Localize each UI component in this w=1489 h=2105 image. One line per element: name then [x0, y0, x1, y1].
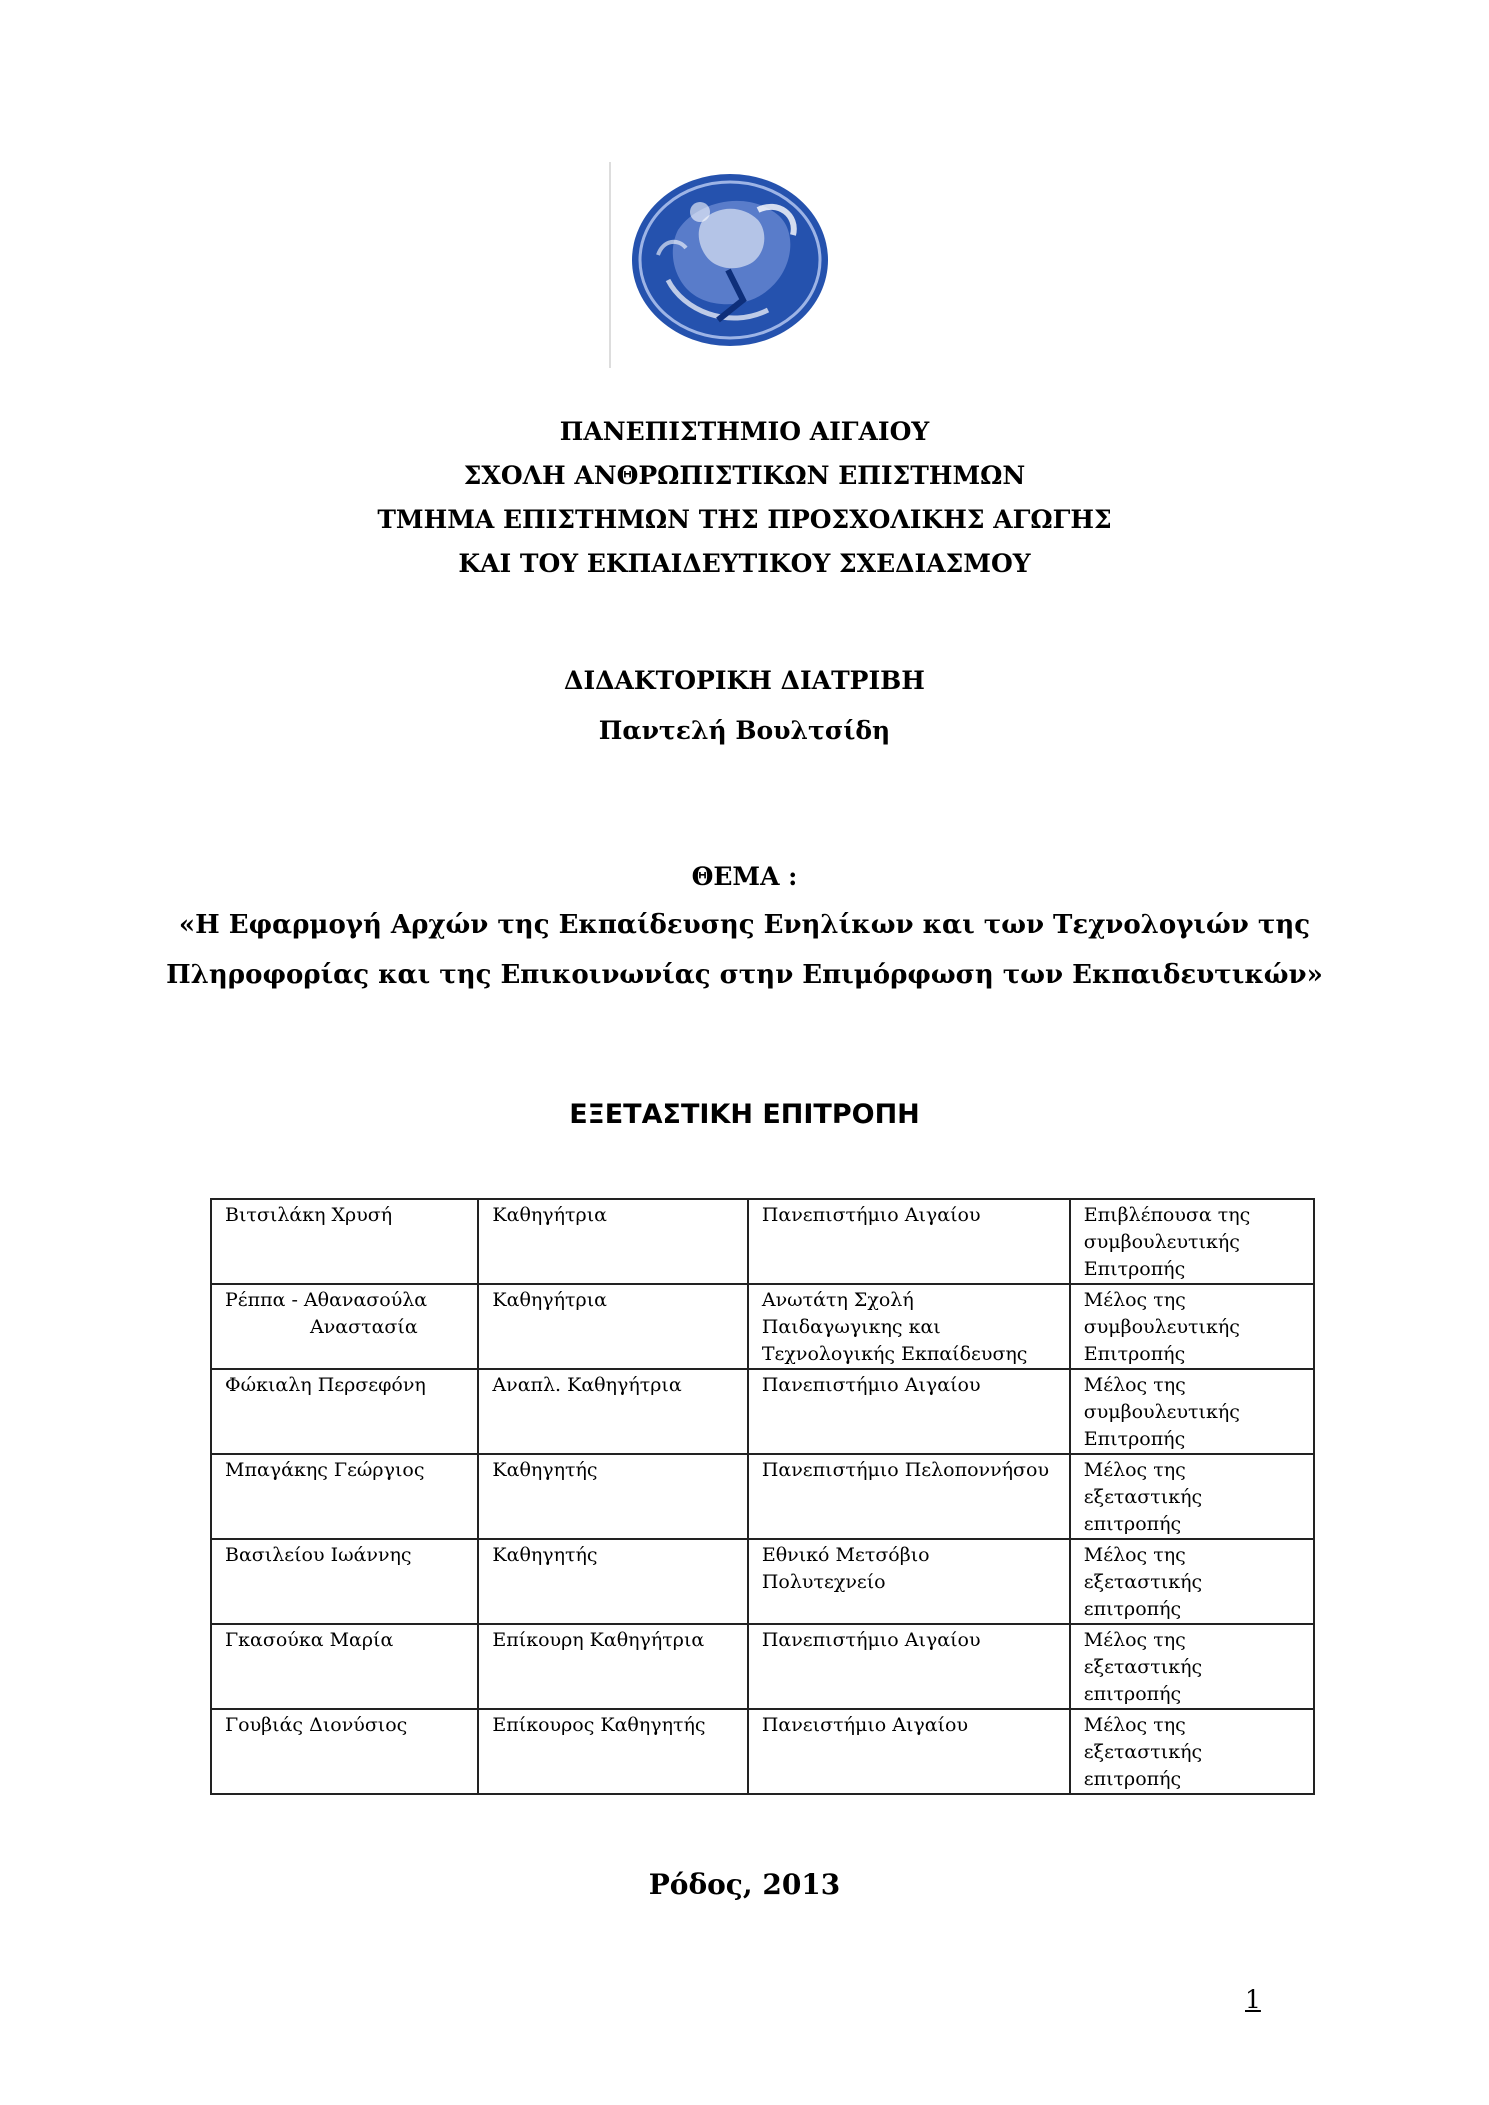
member-name: Βιτσιλάκη Χρυσή	[211, 1199, 478, 1284]
member-rank: Επίκουρη Καθηγήτρια	[478, 1624, 747, 1709]
table-row	[211, 1369, 1314, 1454]
table-row	[211, 1709, 1314, 1794]
committee-table	[210, 1198, 1315, 1795]
member-name: Μπαγάκης Γεώργιος	[211, 1454, 478, 1539]
thesis-author: Παντελή Βουλτσίδη	[598, 716, 891, 745]
thesis-type: ΔΙΔΑΚΤΟΡΙΚΗ ΔΙΑΤΡΙΒΗ	[564, 666, 925, 695]
member-rank: Αναπλ. Καθηγήτρια	[478, 1369, 747, 1454]
university-header	[0, 410, 1489, 586]
member-institution: Πανεπιστήμιο Αιγαίου	[748, 1199, 1070, 1284]
member-rank: Καθηγήτρια	[478, 1199, 747, 1284]
member-role: Μέλος της εξεταστικής επιτροπής	[1070, 1709, 1314, 1794]
member-institution: Πανεπιστήμιο Αιγαίου	[748, 1369, 1070, 1454]
member-role: Μέλος της συμβουλευτικής Επιτροπής	[1070, 1369, 1314, 1454]
topic-title	[0, 900, 1489, 1000]
university-seal-icon	[608, 160, 848, 370]
member-institution: Εθνικό Μετσόβιο Πολυτεχνείο	[748, 1539, 1070, 1624]
topic-title-line: «Η Εφαρμογή Αρχών της Εκπαίδευσης Ενηλίκων και των Τεχνολογιών της	[178, 910, 1311, 940]
table-row	[211, 1624, 1314, 1709]
member-institution: Πανεπιστήμιο Πελοποννήσου	[748, 1454, 1070, 1539]
member-role: Μέλος της συμβουλευτικής Επιτροπής	[1070, 1284, 1314, 1369]
topic-title-line: Πληροφορίας και της Επικοινωνίας στην Επιμόρφωση των Εκπαιδευτικών»	[166, 960, 1323, 990]
member-role: Μέλος της εξεταστικής επιτροπής	[1070, 1454, 1314, 1539]
member-name: Γουβιάς Διονύσιος	[211, 1709, 478, 1794]
member-name: Φώκιαλη Περσεφόνη	[211, 1369, 478, 1454]
member-rank: Επίκουρος Καθηγητής	[478, 1709, 747, 1794]
city-year: Ρόδος, 2013	[648, 1868, 841, 1901]
table-row	[211, 1539, 1314, 1624]
page-number: 1	[1245, 1985, 1261, 2014]
committee-heading: ΕΞΕΤΑΣΤΙΚΗ ΕΠΙΤΡΟΠΗ	[569, 1099, 920, 1130]
university-line: ΣΧΟΛΗ ΑΝΘΡΩΠΙΣΤΙΚΩΝ ΕΠΙΣΤΗΜΩΝ	[463, 461, 1026, 490]
member-name: Γκασούκα Μαρία	[211, 1624, 478, 1709]
member-institution: Πανεπιστήμιο Αιγαίου	[748, 1624, 1070, 1709]
university-line: ΚΑΙ ΤΟΥ ΕΚΠΑΙΔΕΥΤΙΚΟΥ ΣΧΕΔΙΑΣΜΟΥ	[458, 549, 1031, 578]
member-role: Επιβλέπουσα της συμβουλευτικής Επιτροπής	[1070, 1199, 1314, 1284]
member-name: Βασιλείου Ιωάννης	[211, 1539, 478, 1624]
member-rank: Καθηγητής	[478, 1539, 747, 1624]
member-role: Μέλος της εξεταστικής επιτροπής	[1070, 1539, 1314, 1624]
table-row	[211, 1199, 1314, 1284]
university-line: ΤΜΗΜΑ ΕΠΙΣΤΗΜΩΝ ΤΗΣ ΠΡΟΣΧΟΛΙΚΗΣ ΑΓΩΓΗΣ	[377, 505, 1112, 534]
member-name	[211, 1284, 478, 1369]
member-rank: Καθηγητής	[478, 1454, 747, 1539]
member-name-line: Ρέππα - Αθανασούλα	[225, 1289, 428, 1311]
table-row	[211, 1284, 1314, 1369]
thesis-block	[0, 656, 1489, 756]
university-line: ΠΑΝΕΠΙΣΤΗΜΙΟ ΑΙΓΑΙΟΥ	[559, 417, 930, 446]
member-rank: Καθηγήτρια	[478, 1284, 747, 1369]
member-institution: Ανωτάτη Σχολή Παιδαγωγικης και Τεχνολογικής Εκπαίδευσης	[748, 1284, 1070, 1369]
member-name-line: Αναστασία	[310, 1316, 418, 1338]
member-institution: Πανειστήμιο Αιγαίου	[748, 1709, 1070, 1794]
member-role: Μέλος της εξεταστικής επιτροπής	[1070, 1624, 1314, 1709]
table-row	[211, 1454, 1314, 1539]
topic-label: ΘΕΜΑ :	[691, 862, 798, 891]
